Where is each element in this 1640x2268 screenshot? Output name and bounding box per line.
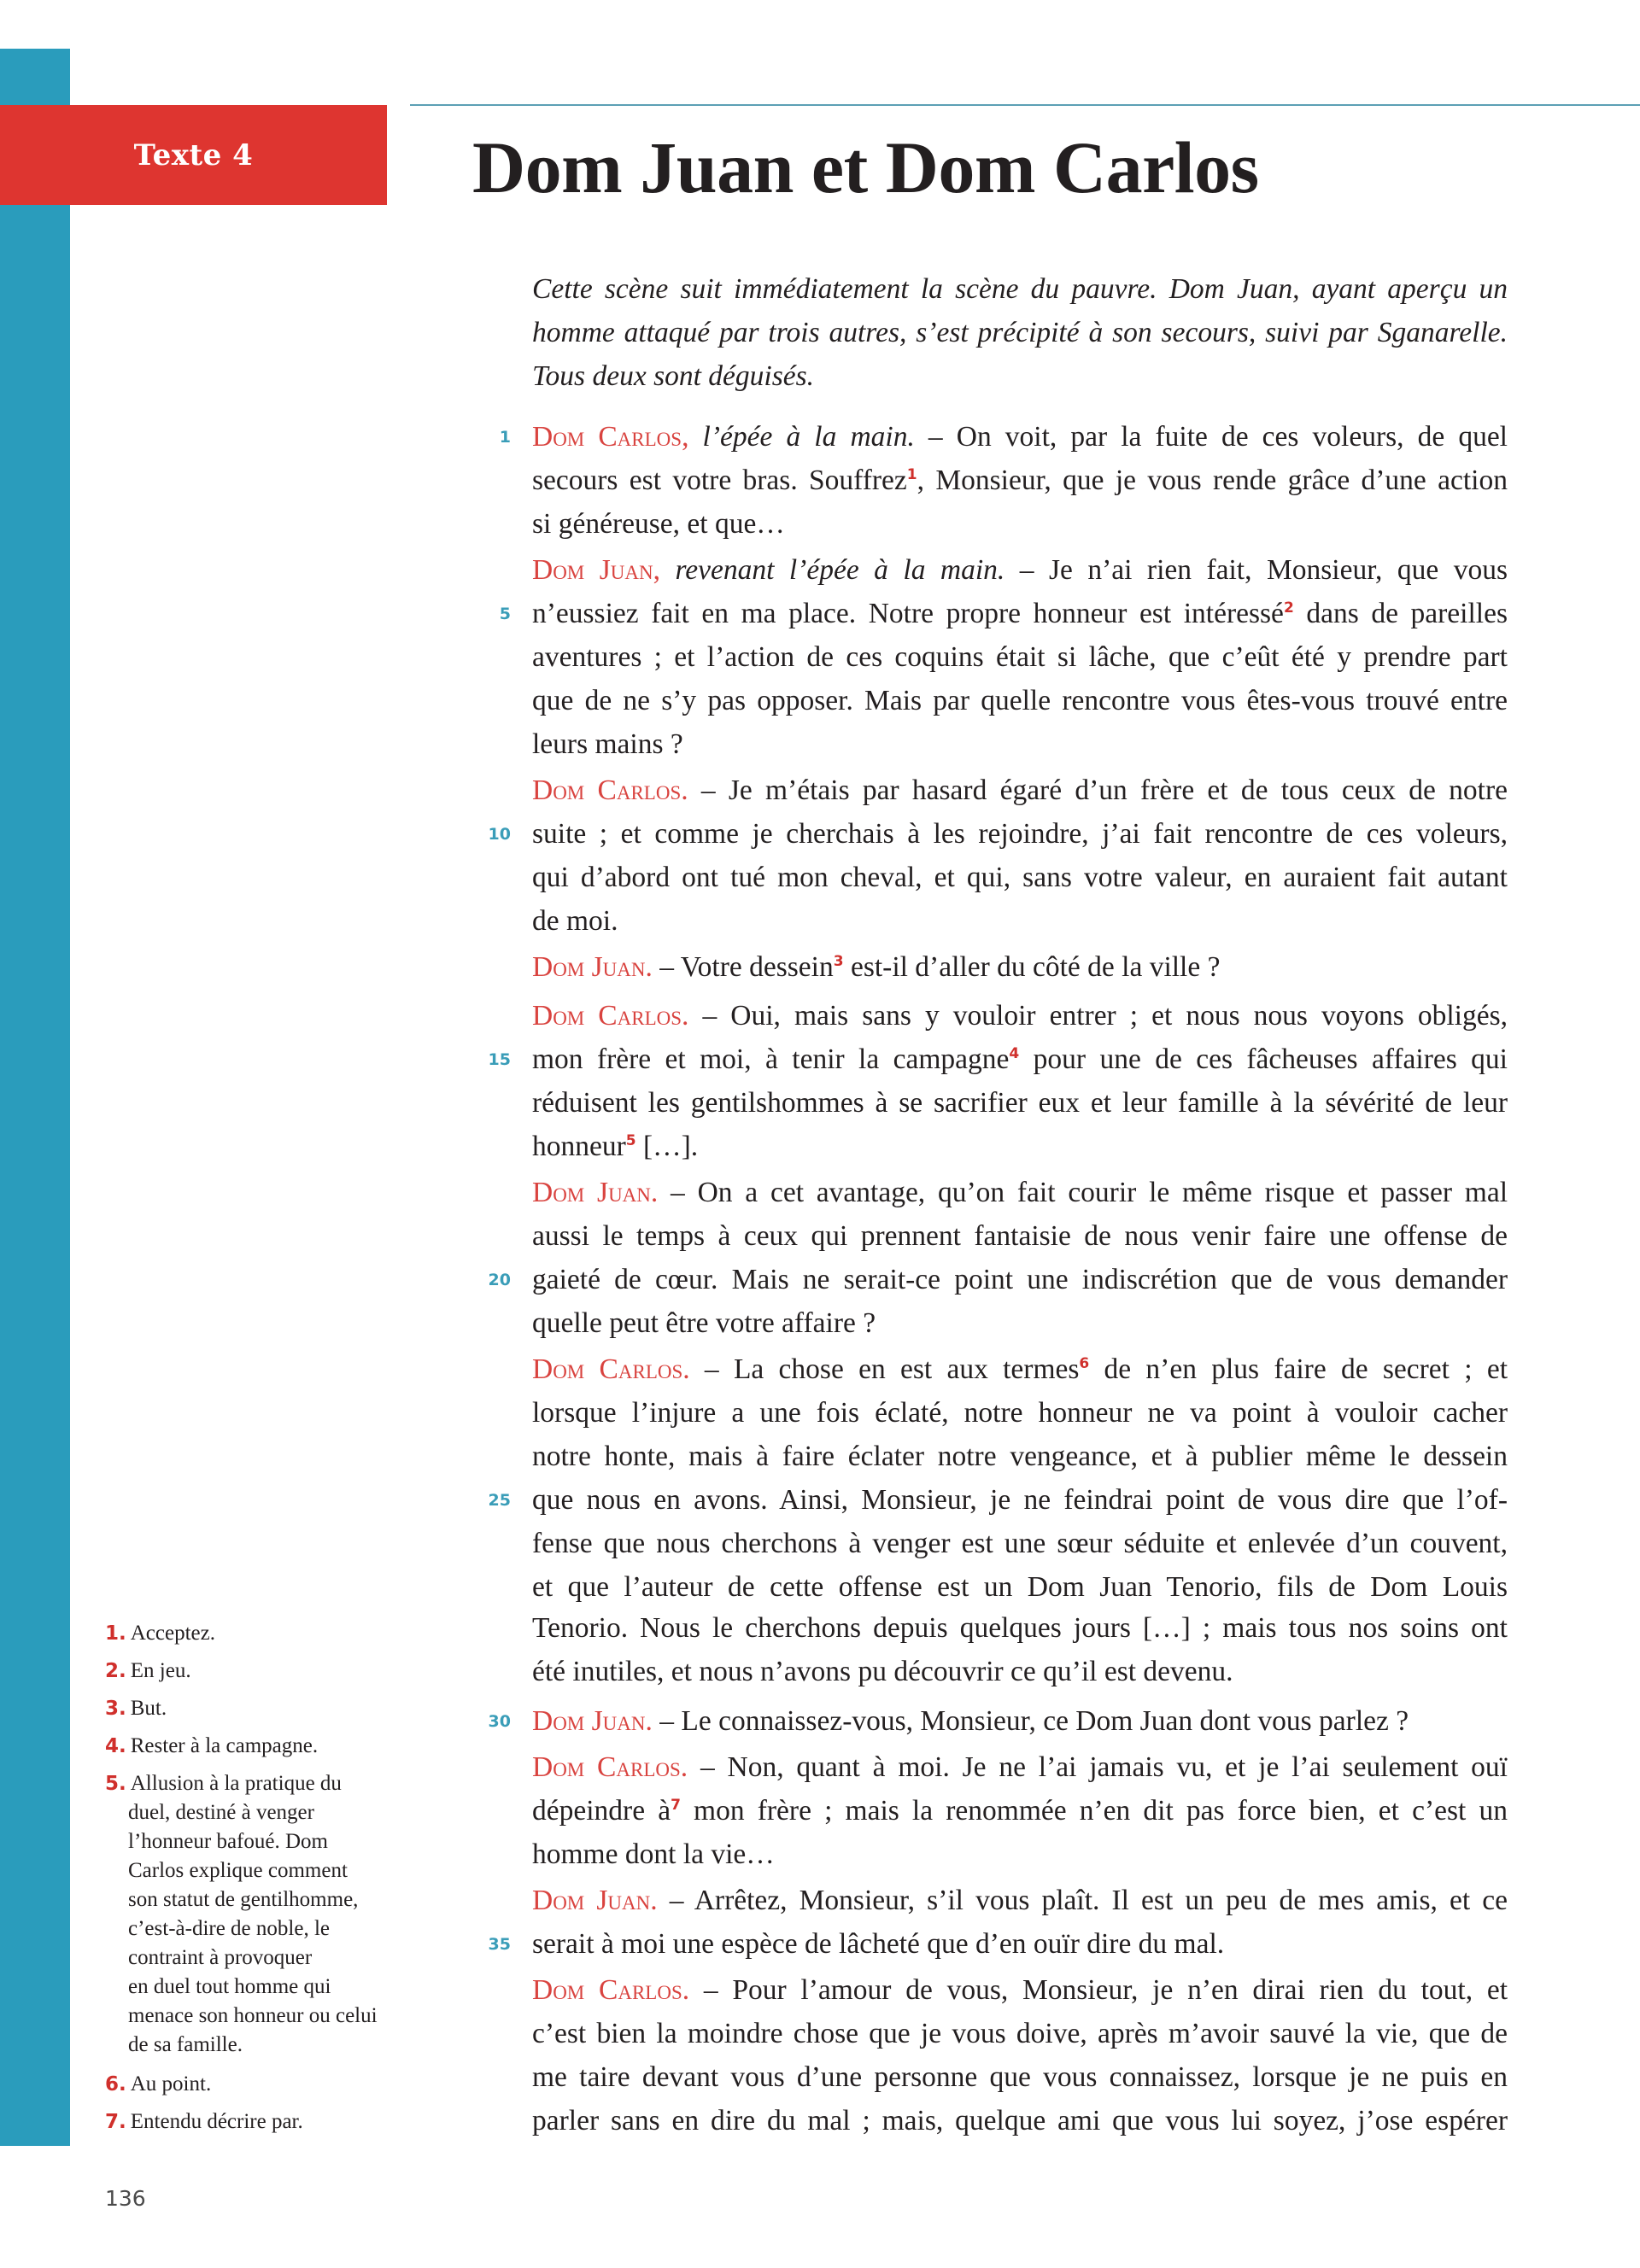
footnote-number: 3.: [105, 1698, 126, 1720]
page-number: 136: [105, 2186, 146, 2211]
footnote-text: en duel tout homme qui: [128, 1975, 331, 1998]
line-text: me taire devant vous d’une personne que vous connaissez, lorsque je ne puis en: [532, 2061, 1508, 2093]
line-text: honneur: [532, 1131, 626, 1162]
text-line: [532, 1348, 1508, 1391]
text-number-banner: [0, 105, 387, 205]
line-text: homme dont la vie…: [532, 1838, 775, 1870]
text-line: [532, 1566, 1508, 1609]
footnote-ref[interactable]: 4: [1009, 1045, 1020, 1062]
text-number-label: Texte 4: [133, 137, 254, 172]
line-text: parler sans en dire du mal ; mais, quelque ami que vous lui soyez, j’ose espérer: [532, 2105, 1508, 2136]
speaker-name: Dom Carlos.: [532, 1751, 688, 1783]
line-text: fense que nous cherchons à venger est une sœur séduite et enlevée d’un couvent,: [532, 1528, 1508, 1559]
footnote-ref[interactable]: 2: [1283, 599, 1294, 617]
footnote-text: Carlos explique comment: [128, 1859, 348, 1882]
text-line: [532, 900, 1508, 943]
footnote-text: Acceptez.: [130, 1622, 215, 1645]
footnote-item: [105, 1619, 430, 1648]
footnote-item: [105, 1769, 430, 2060]
header-rule: [410, 104, 1640, 106]
line-text: – Je m’étais par hasard égaré d’un frère et de tous ceux de notre: [688, 775, 1508, 806]
text-line: [532, 2056, 1508, 2099]
footnote-line: [105, 1944, 430, 1973]
line-text: – La chose en est aux termes: [689, 1353, 1080, 1385]
footnote-text: Au point.: [130, 2072, 212, 2096]
line-text: – On voit, par la fuite de ces voleurs, de quel: [914, 421, 1508, 453]
footnote-ref[interactable]: 1: [906, 466, 917, 483]
footnote-line: [105, 2107, 430, 2136]
footnote-line: [105, 2070, 430, 2099]
speaker-name: Dom Carlos.: [532, 1974, 690, 2006]
footnote-line: [105, 1798, 430, 1827]
footnote-line: [105, 1619, 430, 1648]
footnote-ref[interactable]: 6: [1079, 1355, 1090, 1372]
footnote-line: [105, 1856, 430, 1885]
speaker-name: Dom Carlos.: [532, 775, 688, 806]
line-text: de n’en plus faire de secret ; et: [1089, 1353, 1508, 1385]
text-line: [532, 1923, 1508, 1966]
footnote-item: [105, 2070, 430, 2099]
line-text: lorsque l’injure a une fois éclaté, notre honneur ne va point à vouloir cacher: [532, 1397, 1508, 1429]
line-text: dépeindre à: [532, 1795, 671, 1827]
footnote-text: Entendu décrire par.: [130, 2110, 303, 2133]
text-line: [532, 1038, 1508, 1081]
line-text: c’est bien la moindre chose que je vous doive, après m’avoir sauvé la vie, que de: [532, 2018, 1508, 2049]
text-line: [532, 1082, 1508, 1125]
footnote-text: En jeu.: [130, 1659, 191, 1682]
text-line: [532, 1172, 1508, 1214]
line-number: 5: [499, 605, 511, 623]
text-line: [532, 1969, 1508, 2012]
text-line: [532, 2100, 1508, 2142]
line-text: dans de pareilles: [1293, 598, 1508, 629]
line-text: aussi le temps à ceux qui prennent fantaisie de nous venir faire une offense de: [532, 1220, 1508, 1252]
line-number: 30: [488, 1712, 511, 1731]
line-number: 20: [488, 1271, 511, 1289]
line-text: n’eussiez fait en ma place. Notre propre honneur est intéressé: [532, 598, 1284, 629]
text-line: [532, 1215, 1508, 1258]
line-text: – Non, quant à moi. Je ne l’ai jamais vu, et je l’ai seulement ouï: [688, 1751, 1508, 1783]
text-line: [532, 416, 1508, 459]
stage-direction: revenant l’épée à la main.: [659, 554, 1005, 586]
footnote-item: [105, 1694, 430, 1723]
text-line: [532, 1746, 1508, 1789]
line-number: 1: [499, 428, 511, 447]
line-text: , Monsieur, que je vous rende grâce d’une action: [917, 465, 1508, 496]
stage-direction: l’épée à la main.: [688, 421, 915, 453]
speaker-name: Dom Juan,: [532, 554, 660, 586]
speaker-name: Dom Carlos.: [532, 1000, 689, 1032]
line-text: et que l’auteur de cette offense est un Dom Juan Tenorio, fils de Dom Louis: [532, 1571, 1508, 1603]
footnote-text: l’honneur bafoué. Dom: [128, 1830, 328, 1853]
footnote-number: 2.: [105, 1660, 126, 1682]
footnote-text: c’est-à-dire de noble, le: [128, 1917, 330, 1940]
text-line: [532, 680, 1508, 722]
line-number: 25: [488, 1491, 511, 1510]
sidebar-color-bar: [0, 49, 70, 2146]
footnote-text: But.: [130, 1697, 167, 1720]
text-line: [532, 1790, 1508, 1833]
line-text: aventures ; et l’action de ces coquins était si lâche, que c’eût été y prendre part: [532, 641, 1508, 673]
text-line: [532, 1259, 1508, 1301]
text-line: [532, 503, 1508, 546]
line-text: – Oui, mais sans y vouloir entrer ; et nous nous voyons obligés,: [688, 1000, 1508, 1032]
footnote-number: 4.: [105, 1735, 126, 1757]
text-line: [532, 856, 1508, 899]
text-line: [532, 1523, 1508, 1565]
page-title: Dom Juan et Dom Carlos: [472, 126, 1259, 208]
footnote-text: son statut de gentilhomme,: [128, 1888, 359, 1911]
line-text: est-il d’aller du côté de la ville ?: [843, 951, 1221, 983]
footnote-text: duel, destiné à venger: [128, 1801, 314, 1824]
footnote-ref[interactable]: 7: [671, 1797, 681, 1814]
text-line: [532, 1479, 1508, 1522]
footnote-line: [105, 1885, 430, 1914]
line-text: réduisent les gentilshommes à se sacrifier eux et leur famille à la sévérité de leur: [532, 1087, 1508, 1119]
line-text: qui d’abord ont tué mon cheval, et qui, sans votre valeur, en auraient fait autant: [532, 862, 1508, 893]
footnote-text: Allusion à la pratique du: [130, 1772, 342, 1795]
text-line: [532, 593, 1508, 635]
line-text: quelle peut être votre affaire ?: [532, 1307, 876, 1339]
footnote-number: 6.: [105, 2073, 126, 2096]
line-text: notre honte, mais à faire éclater notre vengeance, et à publier même le dessein: [532, 1441, 1508, 1472]
line-text: gaieté de cœur. Mais ne serait-ce point une indiscrétion que de vous demander: [532, 1264, 1508, 1295]
footnote-number: 1.: [105, 1622, 126, 1645]
footnote-text: Rester à la campagne.: [130, 1734, 319, 1757]
line-text: – Pour l’amour de vous, Monsieur, je n’en dirai rien du tout, et: [689, 1974, 1508, 2006]
text-line: [532, 946, 1508, 989]
footnote-line: [105, 1769, 430, 1798]
footnote-text: contraint à provoquer: [128, 1946, 313, 1969]
footnote-ref[interactable]: 3: [833, 953, 844, 970]
speaker-name: Dom Juan.: [532, 951, 653, 983]
intro-line: Cette scène suit immédiatement la scène du pauvre. Dom Juan, ayant aperçu un: [532, 273, 1508, 305]
line-number: 35: [488, 1935, 511, 1954]
line-text: mon frère et moi, à tenir la campagne: [532, 1043, 1010, 1075]
footnote-line: [105, 1914, 430, 1944]
footnote-ref[interactable]: 5: [625, 1132, 636, 1149]
intro-line: homme attaqué par trois autres, s’est précipité à son secours, suivi par Sganarelle.: [532, 317, 1508, 348]
footnote-line: [105, 1732, 430, 1761]
text-line: [532, 995, 1508, 1038]
speaker-name: Dom Carlos.: [532, 1353, 690, 1385]
text-line: [532, 1125, 1508, 1168]
text-line: [532, 549, 1508, 592]
footnote-number: 7.: [105, 2111, 126, 2133]
line-text: secours est votre bras. Souffrez: [532, 465, 907, 496]
speaker-name: Dom Juan.: [532, 1885, 658, 1916]
text-line: [532, 1435, 1508, 1478]
line-text: leurs mains ?: [532, 728, 683, 760]
line-text: serait à moi une espèce de lâcheté que d’en ouïr dire du mal.: [532, 1928, 1225, 1960]
text-line: [532, 1302, 1508, 1345]
line-text: de moi.: [532, 905, 618, 937]
footnote-line: [105, 2031, 430, 2060]
line-text: Tenorio. Nous le cherchons depuis quelques jours […] ; mais tous nos soins ont: [532, 1612, 1508, 1644]
line-text: – Votre dessein: [652, 951, 834, 983]
footnote-line: [105, 2002, 430, 2031]
footnote-line: [105, 1657, 430, 1686]
speaker-name: Dom Juan.: [532, 1705, 653, 1737]
line-text: mon frère ; mais la renommée n’en dit pas force bien, et c’est un: [680, 1795, 1508, 1827]
text-line: [532, 1833, 1508, 1876]
footnote-text: de sa famille.: [128, 2033, 243, 2056]
footnote-item: [105, 1657, 430, 1686]
text-line: [532, 1607, 1508, 1650]
footnote-line: [105, 1694, 430, 1723]
line-text: – On a cet avantage, qu’on fait courir le même risque et passer mal: [658, 1177, 1508, 1208]
text-line: [532, 1651, 1508, 1693]
text-line: [532, 1392, 1508, 1435]
line-text: […].: [636, 1131, 699, 1162]
line-text: – Arrêtez, Monsieur, s’il vous plaît. Il est un peu de mes amis, et ce: [657, 1885, 1508, 1916]
footnote-line: [105, 1827, 430, 1856]
footnote-number: 5.: [105, 1773, 126, 1795]
footnote-item: [105, 2107, 430, 2136]
footnote-line: [105, 1973, 430, 2002]
speaker-name: Dom Juan.: [532, 1177, 659, 1208]
line-number: 10: [488, 825, 511, 844]
line-text: que nous en avons. Ainsi, Monsieur, je ne feindrai point de vous dire que l’of-: [532, 1484, 1508, 1516]
line-number: 15: [488, 1050, 511, 1069]
footnote-text: menace son honneur ou celui: [128, 2004, 378, 2027]
line-text: – Le connaissez-vous, Monsieur, ce Dom Juan dont vous parlez ?: [652, 1705, 1409, 1737]
line-text: – Je n’ai rien fait, Monsieur, que vous: [1004, 554, 1508, 586]
line-text: si généreuse, et que…: [532, 508, 785, 540]
text-line: [532, 723, 1508, 766]
text-line: [532, 813, 1508, 856]
text-line: [532, 1879, 1508, 1922]
speaker-name: Dom Carlos,: [532, 421, 689, 453]
text-line: [532, 1700, 1508, 1743]
line-text: été inutiles, et nous n’avons pu découvrir ce qu’il est devenu.: [532, 1656, 1233, 1687]
line-text: suite ; et comme je cherchais à les rejoindre, j’ai fait rencontre de ces voleurs,: [532, 818, 1508, 850]
footnote-item: [105, 1732, 430, 1761]
text-line: [532, 769, 1508, 812]
text-line: [532, 2013, 1508, 2055]
line-text: pour une de ces fâcheuses affaires qui: [1019, 1043, 1508, 1075]
intro-line: Tous deux sont déguisés.: [532, 360, 815, 392]
line-text: que de ne s’y pas opposer. Mais par quelle rencontre vous êtes-vous trouvé entre: [532, 685, 1508, 716]
text-line: [532, 636, 1508, 679]
text-line: [532, 459, 1508, 502]
